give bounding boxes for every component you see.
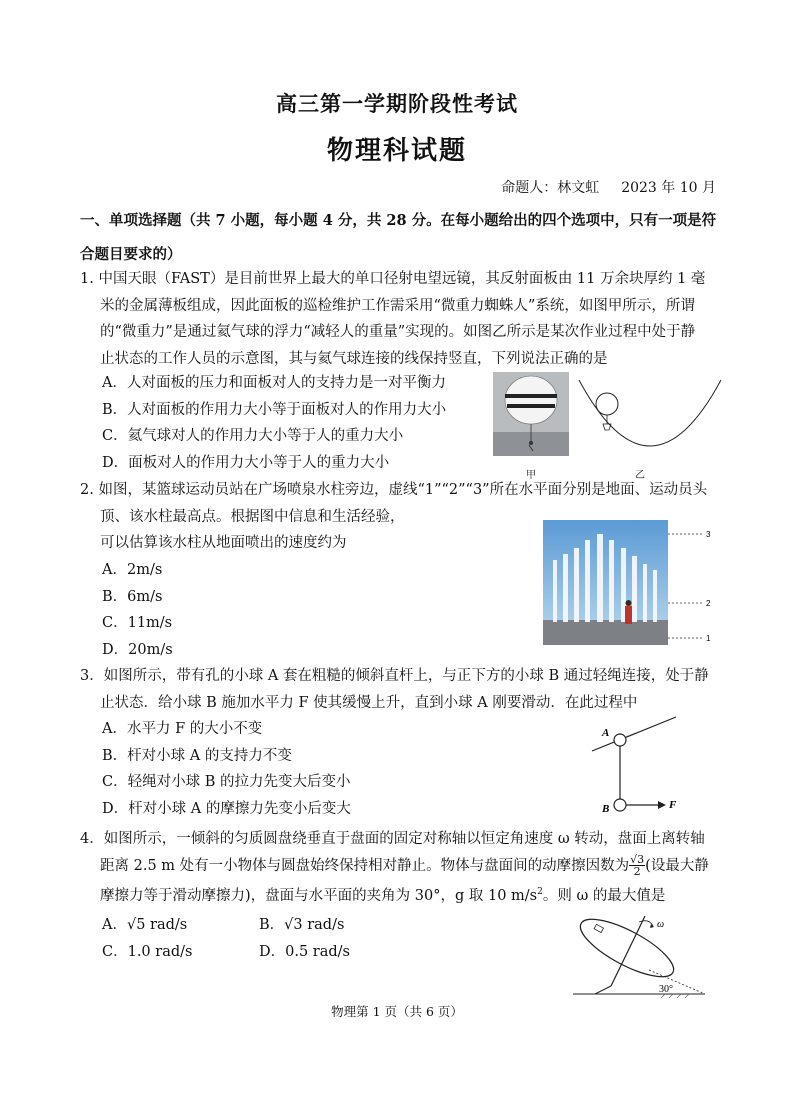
- balloon-photo-drawing: [493, 372, 569, 456]
- option-c: C．11m/s: [102, 615, 173, 631]
- option-c: C．氦气球对人的作用力大小等于人的重力大小: [102, 428, 404, 444]
- rod-ball-diagram: [590, 713, 690, 818]
- option-c: C．轻绳对小球 B 的拉力先变大后变小: [102, 774, 351, 790]
- tilted-disk-diagram: [565, 912, 715, 998]
- fountain-photo: [543, 520, 723, 645]
- figure-1b-caption: 乙: [635, 470, 645, 481]
- question-3-options: [102, 716, 502, 822]
- question-4-options: [102, 912, 402, 965]
- question-4-text: 摩擦力等于滑动摩擦力)，盘面与水平面的夹角为 30°，g 取 10 m/s: [100, 887, 538, 904]
- question-3-stem: [80, 663, 730, 716]
- question-4-line: [80, 879, 730, 909]
- balloon-photo: [493, 372, 569, 456]
- page-footer: 物理第 1 页（共 6 页）: [331, 1004, 463, 1019]
- question-4-text: (设最大静: [645, 857, 709, 874]
- option-d: D．杆对小球 A 的摩擦力先变小后变大: [102, 800, 351, 817]
- exam-title: 高三第一学期阶段性考试: [276, 91, 518, 116]
- question-4-line: [80, 853, 730, 880]
- friction-fraction: [629, 854, 645, 877]
- question-1-line: 米的金属薄板组成，因此面板的巡检维护工作需采用“微重力蜘蛛人”系统，如图甲所示，所谓: [100, 297, 695, 314]
- question-4-stem: [80, 826, 730, 909]
- option-b: B．人对面板的作用力大小等于面板对人的作用力大小: [102, 401, 447, 418]
- force-f-label: F: [669, 799, 677, 811]
- option-d: D．20m/s: [102, 641, 173, 658]
- ball-a-label: A: [602, 727, 610, 739]
- option-row: [102, 939, 402, 966]
- author-line: [501, 177, 716, 197]
- option-c: C．1.0 rad/s: [102, 943, 193, 960]
- level-label-2: 2: [706, 599, 711, 608]
- option-b: B．√3 rad/s: [259, 917, 345, 933]
- question-1-stem: [80, 266, 730, 372]
- option-a: A．2m/s: [102, 562, 163, 578]
- fraction-denominator: 2: [633, 865, 641, 878]
- omega-label: ω: [657, 919, 665, 930]
- fraction-numerator: √3: [630, 853, 645, 866]
- question-1-line: 止状态的工作人员的示意图，其与氦气球连接的线保持竖直，下列说法正确的是: [100, 350, 608, 367]
- ball-b-label: B: [602, 803, 610, 815]
- question-3-line: 3．如图所示，带有孔的小球 A 套在粗糙的倾斜直杆上，与正下方的小球 B 通过轻绳连接，处于静: [80, 668, 709, 684]
- option-d: D．面板对人的作用力大小等于人的重力大小: [102, 454, 390, 471]
- figure-1a-caption: 甲: [526, 470, 536, 481]
- section-heading: 一、单项选择题（共 7 小题，每小题 4 分，共 28 分。在每小题给出的四个选项中，只有一项是符合题目要求的）: [80, 212, 717, 263]
- option-a: A．水平力 F 的大小不变: [102, 721, 263, 737]
- level-label-1: 1: [706, 634, 711, 643]
- question-1-line: 1. 中国天眼（FAST）是目前世界上最大的单口径射电望远镜，其反射面板由 11 万余块厚约 1 毫: [80, 271, 706, 287]
- option-row: [102, 912, 402, 939]
- question-2-line: 可以估算该水柱从地面喷出的速度约为: [100, 535, 347, 551]
- option-b: B．6m/s: [102, 588, 163, 605]
- question-2-line: 顶、该水柱最高点。根据图中信息和生活经验，: [100, 508, 405, 525]
- question-2-options: [102, 557, 302, 663]
- question-1-options: [102, 370, 502, 476]
- bowl-diagram: [575, 372, 725, 462]
- option-d: D．0.5 rad/s: [259, 943, 350, 960]
- question-1-line: 的“微重力”是通过氦气球的浮力“减轻人的重量”实现的。如图乙所示是某次作业过程中处于静: [100, 324, 696, 340]
- question-2-line: 2. 如图，某篮球运动员站在广场喷泉水柱旁边，虚线“1”“2”“3”所在水平面分别是地面、运动员头: [80, 482, 708, 498]
- author-name: 命题人：林文虹: [501, 180, 600, 196]
- question-4-text: 距离 2.5 m 处有一小物体与圆盘始终保持相对静止。物体与盘面间的动摩擦因数为: [100, 857, 630, 874]
- option-a: A．√5 rad/s: [102, 917, 188, 933]
- exam-date: 2023 年 10 月: [621, 180, 716, 196]
- question-3-line: 止状态．给小球 B 施加水平力 F 使其缓慢上升，直到小球 A 刚要滑动．在此过程中: [100, 694, 638, 711]
- question-4-text: 。则 ω 的最大值是: [542, 887, 666, 904]
- level-label-3: 3: [706, 530, 711, 539]
- question-4-line: 4．如图所示，一倾斜的匀质圆盘绕垂直于盘面的固定对称轴以恒定角速度 ω 转动，盘面上离转轴: [80, 831, 705, 847]
- option-a: A．人对面板的压力和面板对人的支持力是一对平衡力: [102, 375, 446, 391]
- exponent: 2: [537, 887, 543, 897]
- angle-label: 30°: [659, 984, 673, 995]
- option-b: B．杆对小球 A 的支持力不变: [102, 747, 292, 764]
- subject-title: 物理科试题: [326, 136, 467, 166]
